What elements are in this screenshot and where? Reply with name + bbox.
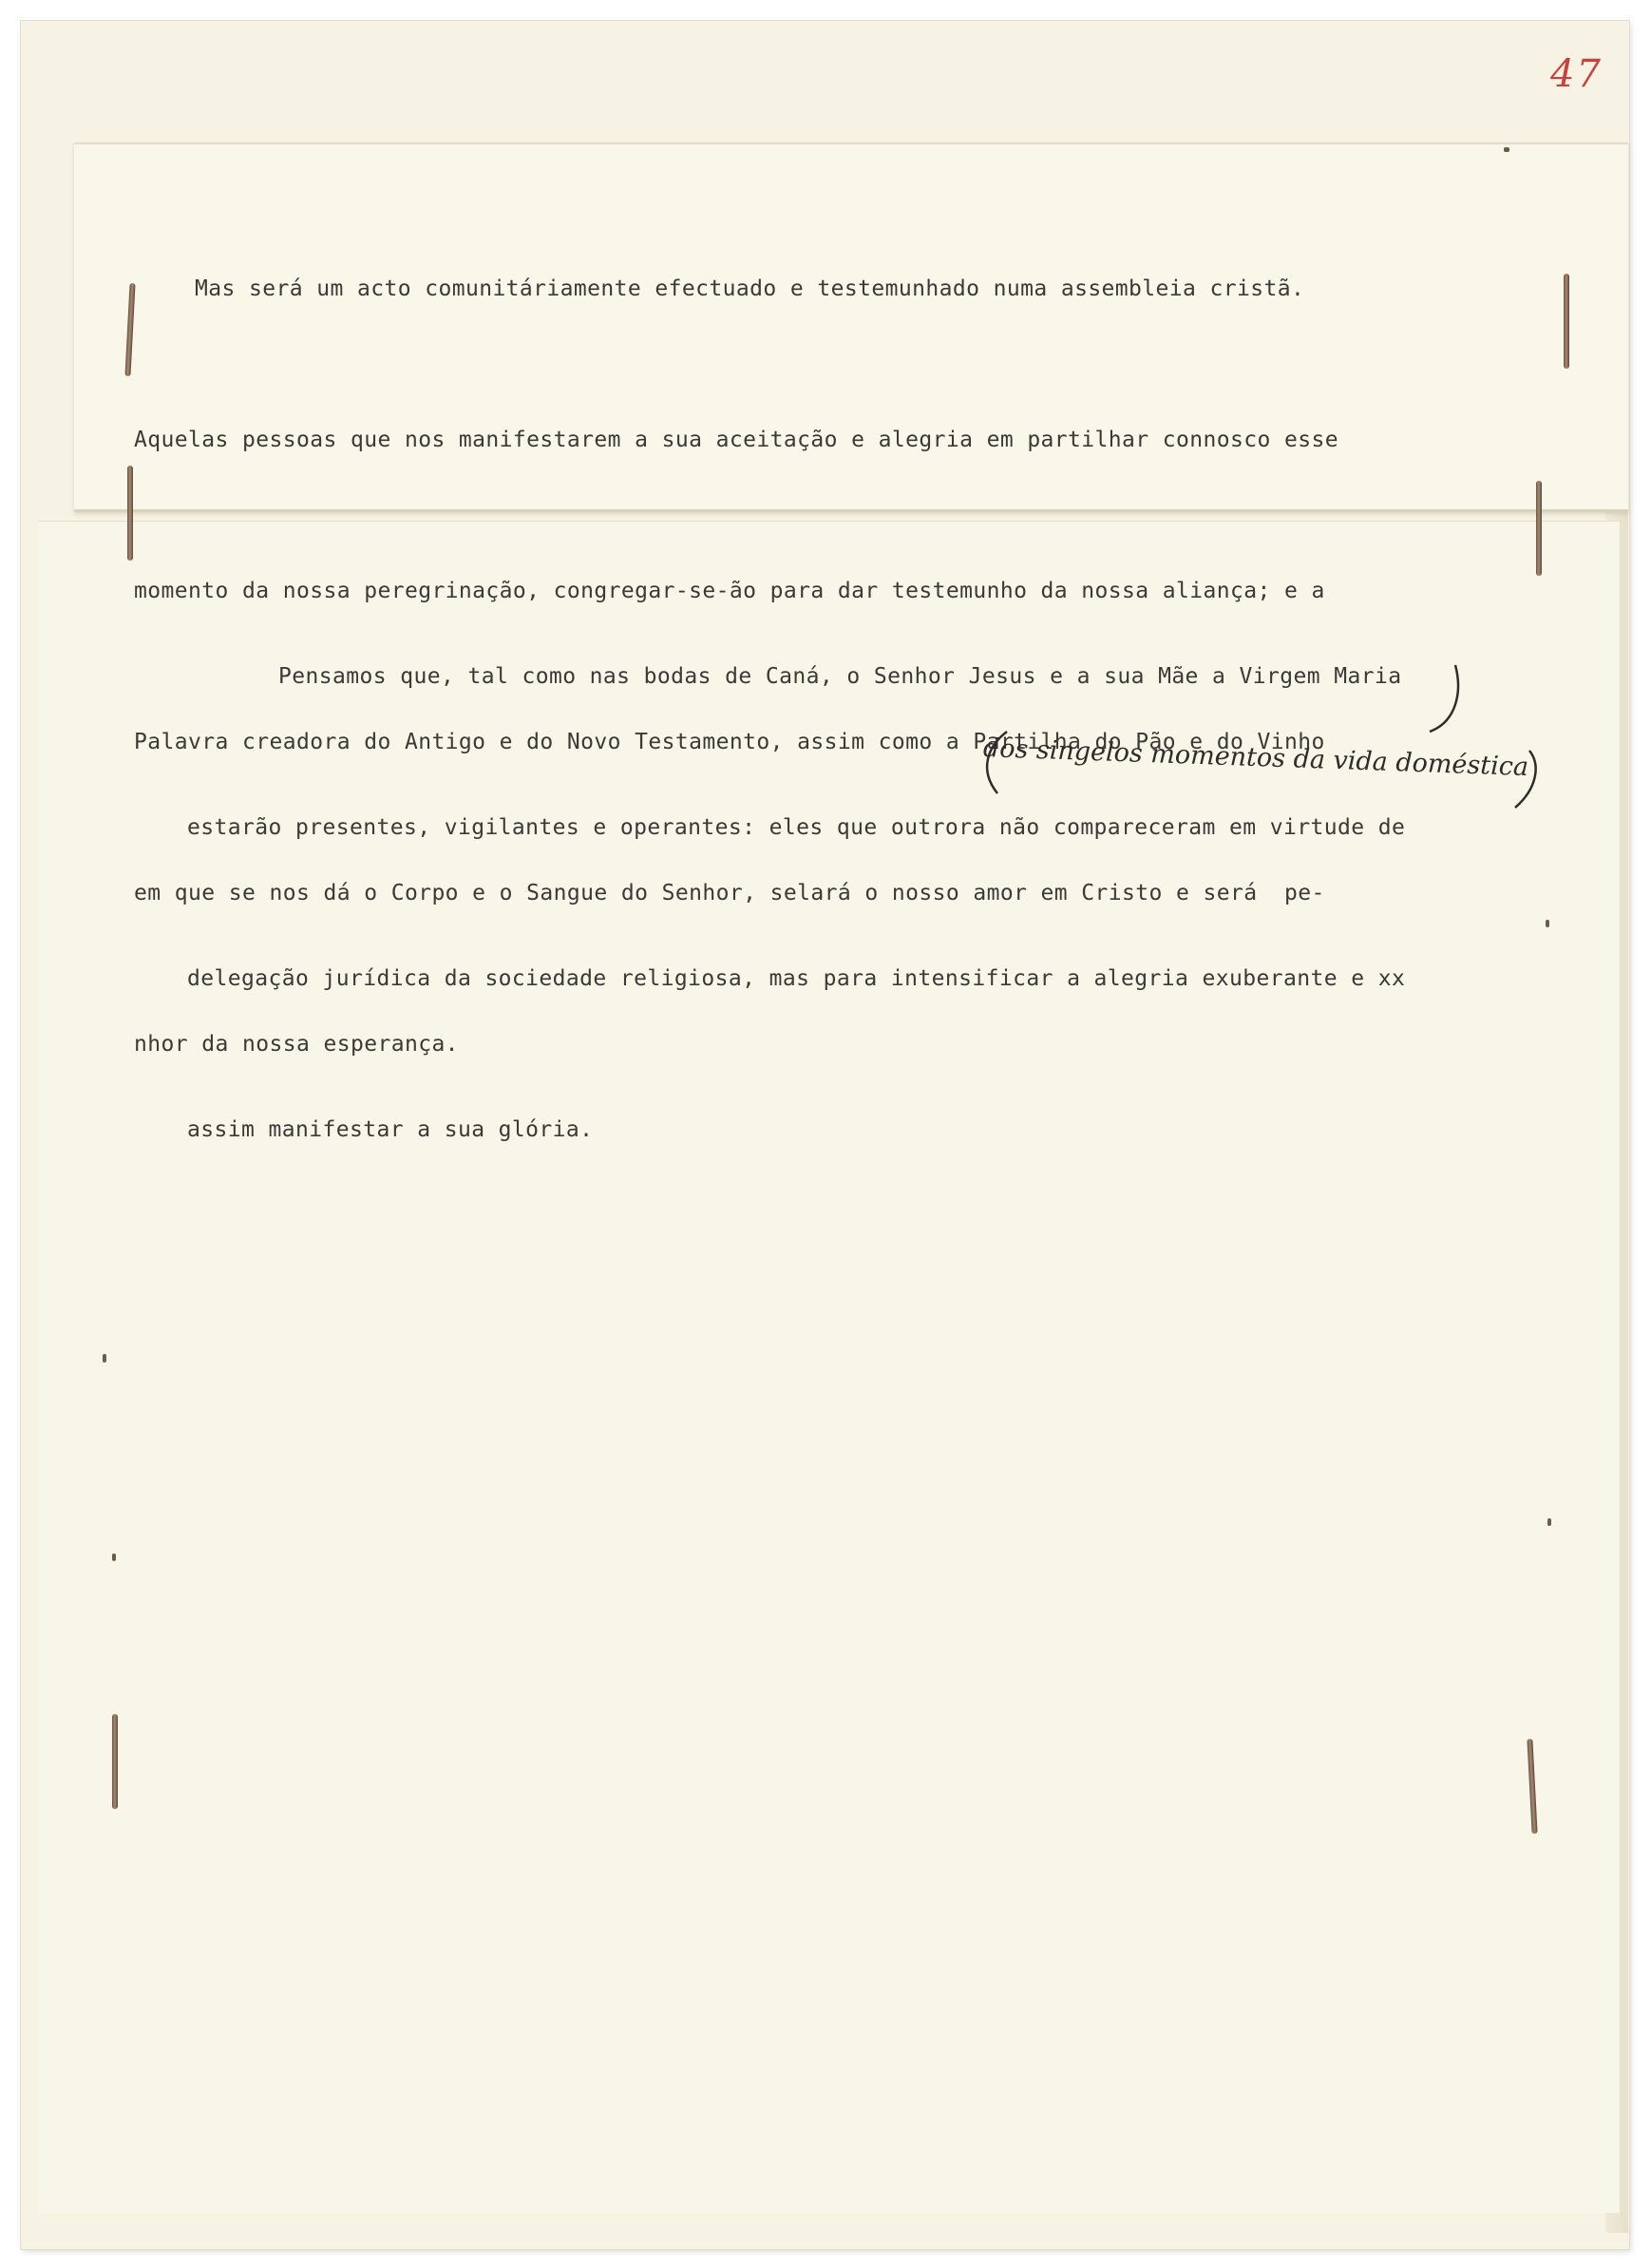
handwritten-insertion: dos singelos momentos da vida doméstica — [982, 734, 1529, 783]
page-number: 47 — [1550, 52, 1603, 96]
staple — [1536, 481, 1542, 576]
paragraph-1-line: Mas será um acto comunitáriamente efectuado e testemunhado numa assembleia cristã. — [195, 276, 1305, 301]
paragraph-1-line: em que se nos dá o Corpo e o Sangue do Senhor, selará o nosso amor em Cristo e será pe- — [134, 881, 1325, 905]
paragraph-1-line: Palavra creadora do Antigo e do Novo Testamento, assim como a Partilha do Pão e do Vinho — [134, 730, 1325, 754]
paragraph-2-line: assim manifestar a sua glória. — [187, 1117, 594, 1142]
staple — [127, 466, 133, 561]
paper-blemish — [1547, 1518, 1551, 1526]
paper-blemish — [1546, 920, 1549, 927]
paragraph-2-line: Pensamos que, tal como nas bodas de Caná, o Senhor Jesus e a sua Mãe a Virgem Maria — [278, 664, 1402, 689]
paper-blemish — [103, 1354, 106, 1363]
paragraph-2-line: delegação jurídica da sociedade religiosa, mas para intensificar a alegria exuberante e xx — [187, 966, 1406, 991]
paragraph-1-line: nhor da nossa esperança. — [134, 1032, 459, 1057]
paragraph-1-line: Aquelas pessoas que nos manifestarem a sua aceitação e alegria em partilhar connosco esse — [134, 428, 1338, 452]
staple — [1564, 274, 1569, 369]
paragraph-2-line: estarão presentes, vigilantes e operantes: eles que outrora não compareceram em virtude de — [187, 815, 1406, 840]
paper-blemish — [112, 1553, 116, 1561]
paragraph-2 — [187, 551, 1405, 1206]
paper-blemish — [1504, 147, 1509, 152]
paragraph-1-line: momento da nossa peregrinação, congregar-se-ão para dar testemunho da nossa aliança; e a — [134, 579, 1325, 603]
staple — [112, 1714, 118, 1809]
